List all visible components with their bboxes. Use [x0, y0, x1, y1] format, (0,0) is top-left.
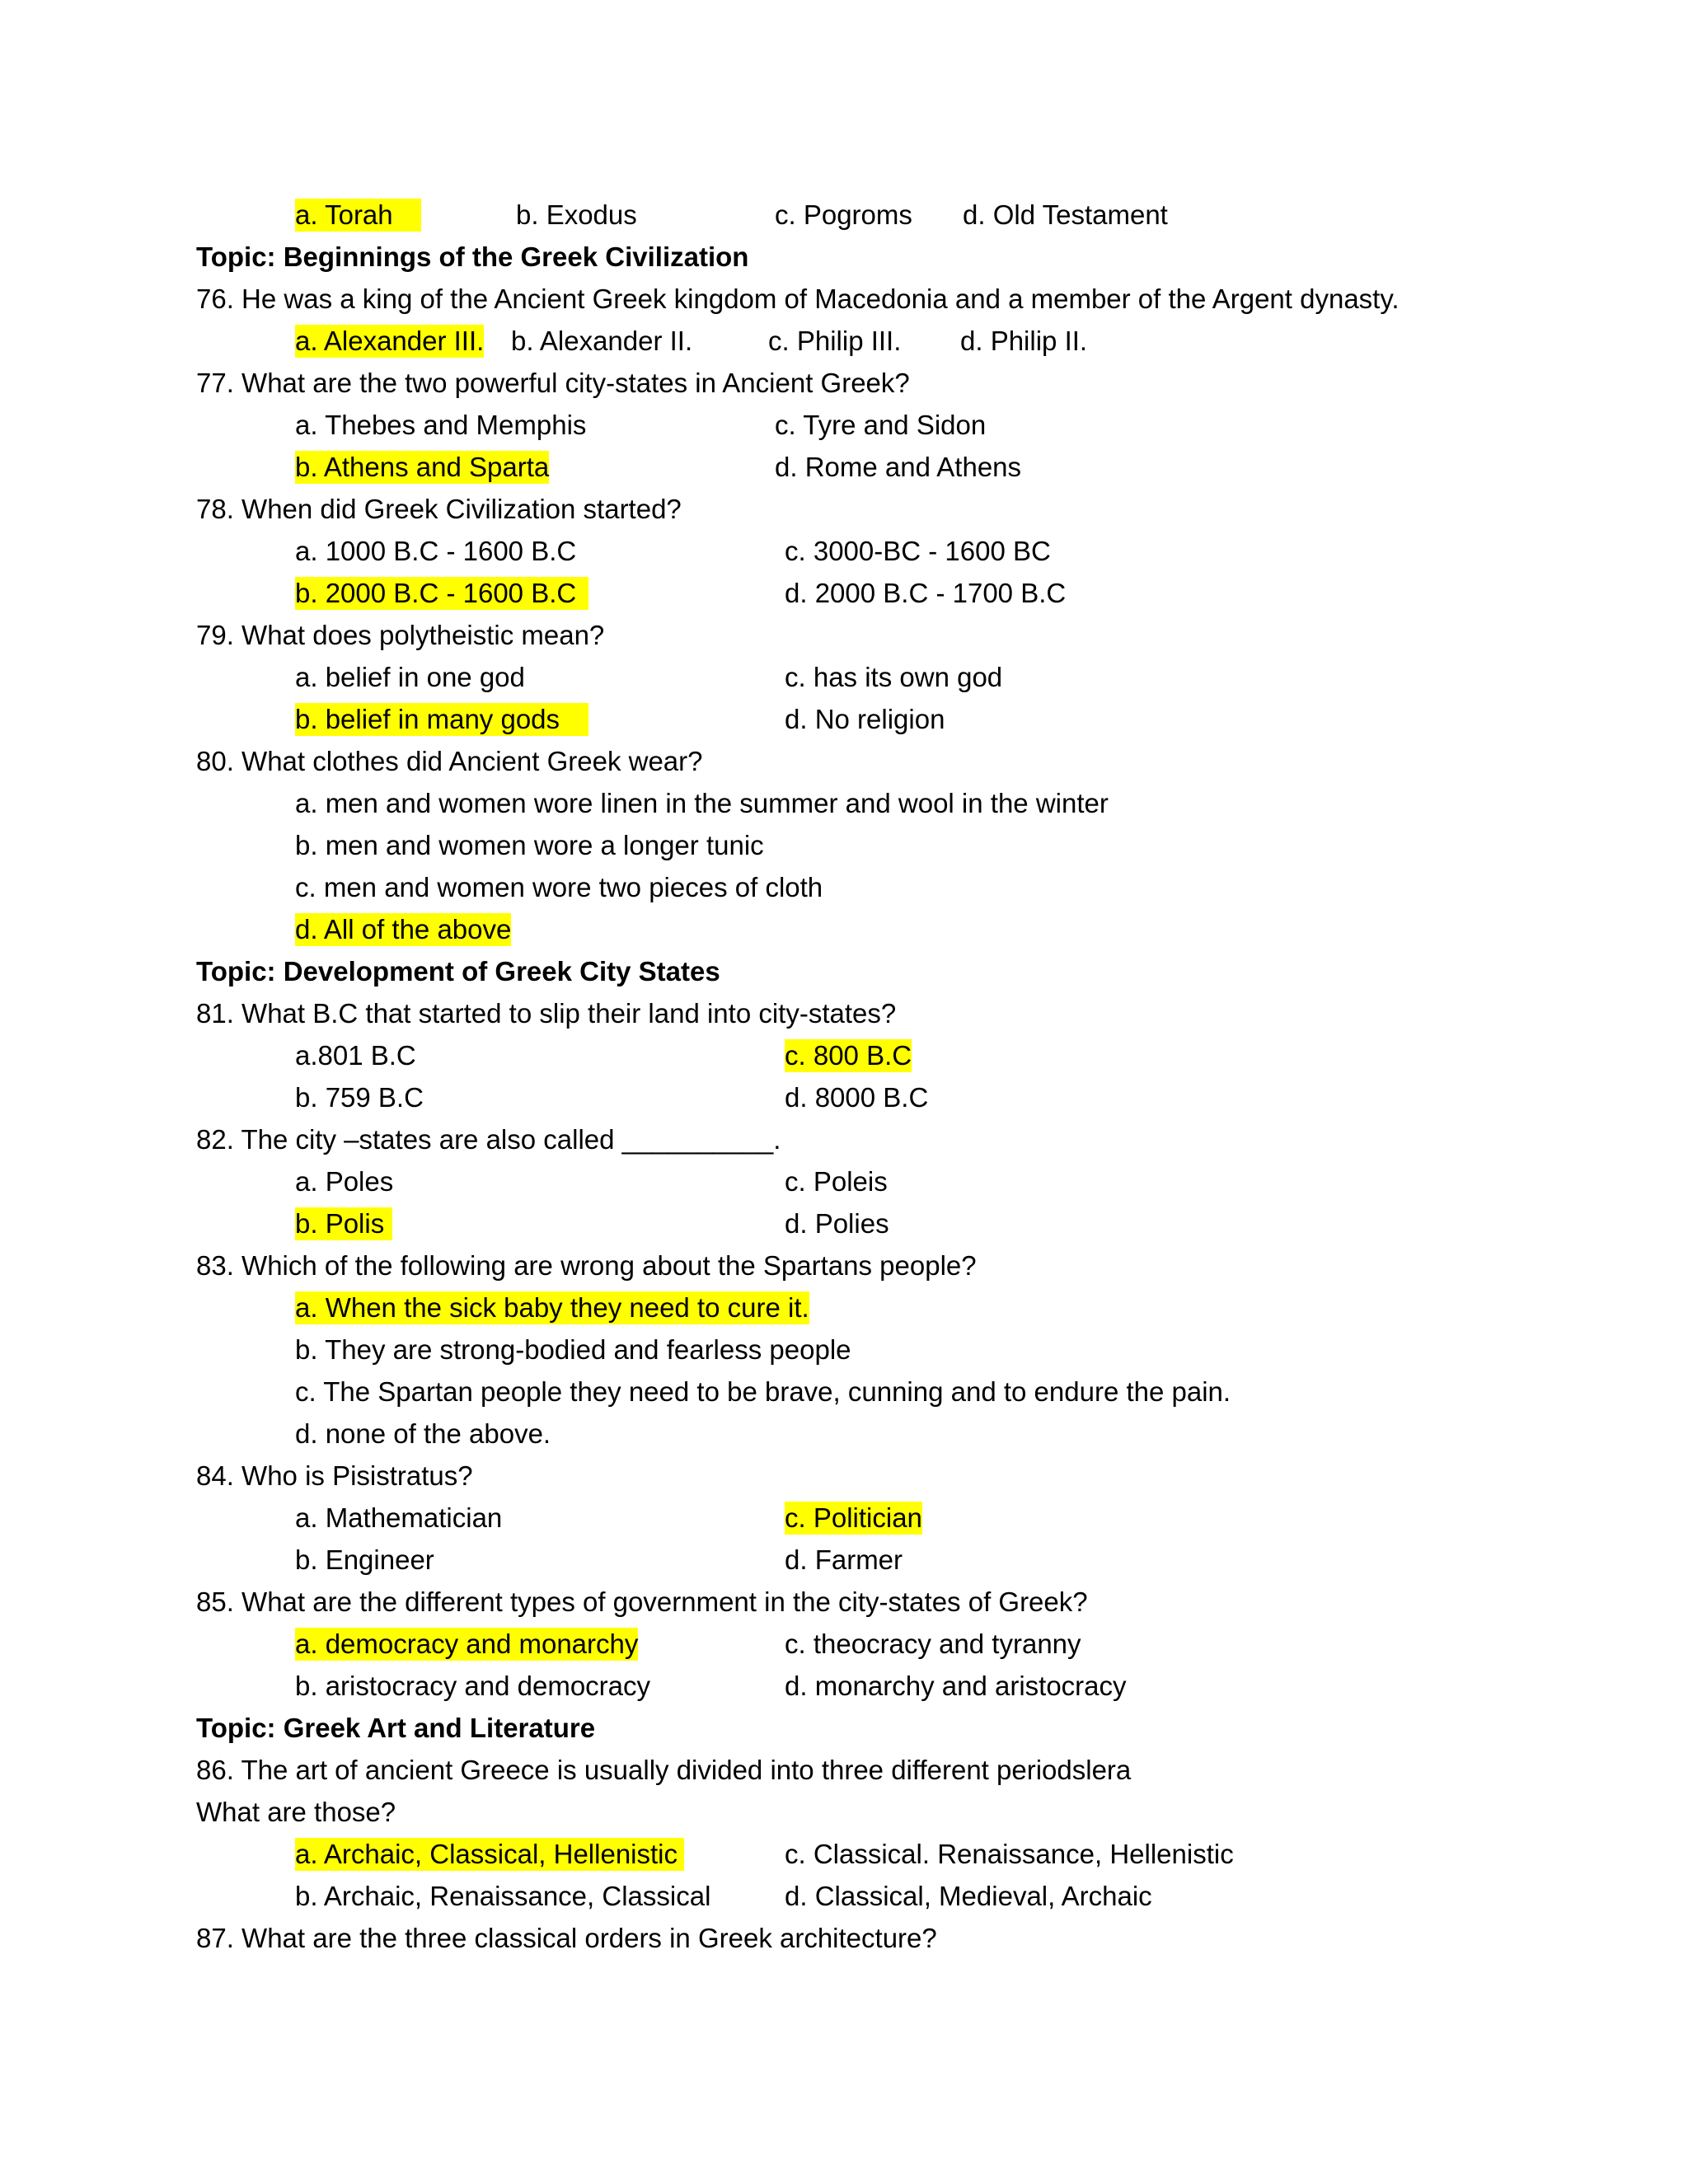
q82-option-d: d. Polies — [785, 1208, 889, 1239]
q83-question: 83. Which of the following are wrong about the Spartans people? — [196, 1250, 977, 1281]
q86-question-line2: What are those? — [196, 1797, 396, 1827]
q86-option-c: c. Classical. Renaissance, Hellenistic — [785, 1839, 1234, 1869]
q79-option-a: a. belief in one god — [295, 662, 525, 692]
q81-question: 81. What B.C that started to slip their land into city-states? — [196, 998, 897, 1029]
q80-option-d: d. All of the above — [295, 914, 512, 944]
q77-option-c: c. Tyre and Sidon — [775, 410, 987, 440]
q79-option-c: c. has its own god — [785, 662, 1003, 692]
q76-option-a: a. Alexander III. — [295, 326, 485, 356]
q85-option-a: a. democracy and monarchy — [295, 1629, 639, 1659]
q81-option-d: d. 8000 B.C — [785, 1082, 929, 1113]
q80-option-c: c. men and women wore two pieces of cloth — [295, 872, 823, 902]
topic-heading-beginnings: Topic: Beginnings of the Greek Civilization — [196, 241, 749, 272]
q80-option-b: b. men and women wore a longer tunic — [295, 830, 764, 860]
q86-option-d: d. Classical, Medieval, Archaic — [785, 1881, 1152, 1911]
q83-option-b: b. They are strong-bodied and fearless people — [295, 1334, 851, 1365]
q85-question: 85. What are the different types of government in the city-states of Greek? — [196, 1586, 1088, 1617]
q86-option-a: a. Archaic, Classical, Hellenistic — [295, 1838, 684, 1871]
q78-option-a: a. 1000 B.C - 1600 B.C — [295, 536, 577, 566]
q82-question: 82. The city –states are also called __________. — [196, 1124, 781, 1155]
q77-option-a: a. Thebes and Memphis — [295, 410, 587, 440]
q81-option-a: a.801 B.C — [295, 1040, 416, 1071]
q76-option-b: b. Alexander II. — [511, 326, 693, 356]
q81-option-b: b. 759 B.C — [295, 1082, 424, 1113]
q78-question: 78. When did Greek Civilization started? — [196, 494, 682, 524]
q78-option-d: d. 2000 B.C - 1700 B.C — [785, 578, 1067, 608]
q84-option-a: a. Mathematician — [295, 1502, 503, 1533]
q75-option-b: b. Exodus — [516, 199, 637, 230]
q86-option-b: b. Archaic, Renaissance, Classical — [295, 1881, 711, 1911]
q79-option-b: b. belief in many gods — [295, 703, 588, 736]
topic-heading-art: Topic: Greek Art and Literature — [196, 1713, 596, 1743]
q78-option-b: b. 2000 B.C - 1600 B.C — [295, 577, 588, 610]
q80-option-a: a. men and women wore linen in the summer and wool in the winter — [295, 788, 1109, 818]
q75-option-a: a. Torah — [295, 199, 421, 232]
q80-question: 80. What clothes did Ancient Greek wear? — [196, 746, 703, 776]
q82-option-c: c. Poleis — [785, 1166, 888, 1197]
q75-option-d: d. Old Testament — [963, 199, 1168, 230]
q76-option-c: c. Philip III. — [768, 326, 902, 356]
q82-option-a: a. Poles — [295, 1166, 394, 1197]
q87-question: 87. What are the three classical orders in Greek architecture? — [196, 1923, 937, 1953]
q84-option-c: c. Politician — [785, 1502, 922, 1533]
q85-option-d: d. monarchy and aristocracy — [785, 1671, 1127, 1701]
q76-question: 76. He was a king of the Ancient Greek kingdom of Macedonia and a member of the Argent dynasty. — [196, 284, 1400, 314]
q86-question-line1: 86. The art of ancient Greece is usually divided into three different periodslera — [196, 1755, 1132, 1785]
q83-option-a: a. When the sick baby they need to cure it. — [295, 1292, 809, 1323]
q83-option-c: c. The Spartan people they need to be brave, cunning and to endure the pain. — [295, 1376, 1231, 1407]
q83-option-d: d. none of the above. — [295, 1418, 551, 1449]
q84-question: 84. Who is Pisistratus? — [196, 1460, 473, 1491]
q85-option-b: b. aristocracy and democracy — [295, 1671, 651, 1701]
q81-option-c: c. 800 B.C — [785, 1040, 912, 1071]
q79-option-d: d. No religion — [785, 704, 945, 734]
q79-question: 79. What does polytheistic mean? — [196, 620, 605, 650]
q78-option-c: c. 3000-BC - 1600 BC — [785, 536, 1051, 566]
q84-option-d: d. Farmer — [785, 1544, 903, 1575]
q82-option-b: b. Polis — [295, 1207, 392, 1240]
topic-heading-city-states: Topic: Development of Greek City States — [196, 956, 720, 987]
q77-option-d: d. Rome and Athens — [775, 452, 1022, 482]
q77-question: 77. What are the two powerful city-states in Ancient Greek? — [196, 368, 910, 398]
q84-option-b: b. Engineer — [295, 1544, 434, 1575]
q77-option-b: b. Athens and Sparta — [295, 452, 550, 482]
q75-option-c: c. Pogroms — [775, 199, 912, 230]
q85-option-c: c. theocracy and tyranny — [785, 1629, 1081, 1659]
q76-option-d: d. Philip II. — [960, 326, 1088, 356]
